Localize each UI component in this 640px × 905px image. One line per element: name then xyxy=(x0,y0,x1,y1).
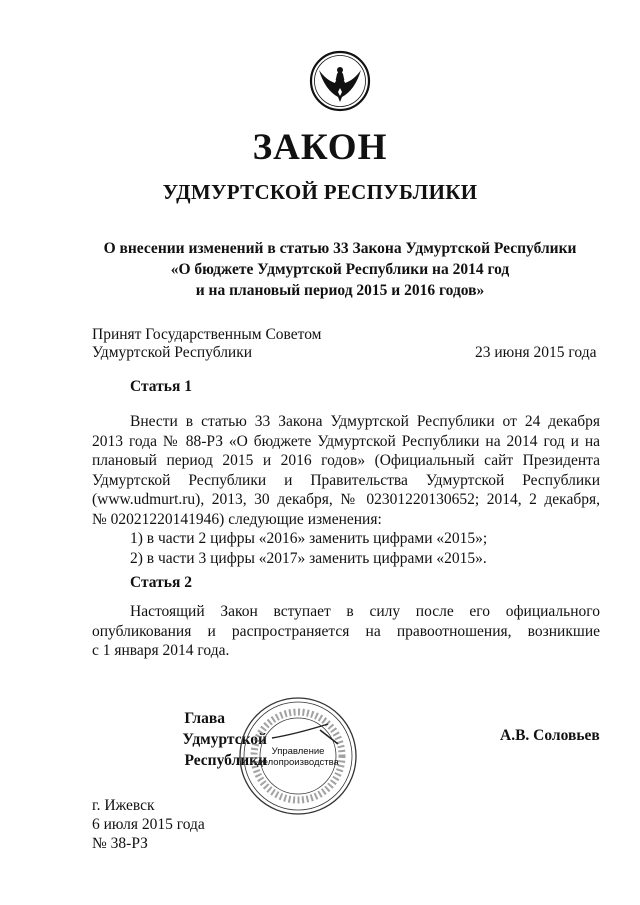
adopted-by xyxy=(92,326,322,361)
article-2-text xyxy=(92,602,600,661)
stamp-line: делопроизводства xyxy=(257,757,339,768)
text-line: Внести в статью 33 Закона Удмуртской Республики от 24 декабря xyxy=(130,413,600,430)
text-line: (www.udmurt.ru), 2013, 30 декабря, № 02301220130652; 2014, 2 декабря, xyxy=(92,491,600,508)
document-title: ЗАКОН xyxy=(252,127,388,168)
adopted-line: Принят Государственным Советом xyxy=(92,326,322,343)
list-item: 1) в части 2 цифры «2016» заменить цифрами «2015»; xyxy=(130,530,488,547)
official-stamp xyxy=(236,694,360,818)
law-heading xyxy=(0,238,640,301)
document-subtitle: УДМУРТСКОЙ РЕСПУБЛИКИ xyxy=(162,180,478,204)
article-2-title: Статья 2 xyxy=(130,574,192,591)
heading-line: и на плановый период 2015 и 2016 годов» xyxy=(195,282,485,299)
signing-date: 6 июля 2015 года xyxy=(92,816,205,833)
article-1-text xyxy=(92,412,600,568)
stamp-line: Управление xyxy=(271,746,325,757)
text-line: Настоящий Закон вступает в силу после его официального xyxy=(130,603,600,620)
text-line: плановый период 2015 и 2016 годов» (Официальный сайт Президента xyxy=(92,452,600,469)
heading-line: О внесении изменений в статью 33 Закона Удмуртской Республики xyxy=(103,240,577,257)
law-number: № 38-РЗ xyxy=(92,835,148,852)
udmurt-coat-of-arms-icon xyxy=(305,50,375,112)
position-line: Удмуртской Республики xyxy=(182,731,267,769)
position-line: Глава xyxy=(184,710,225,727)
place-and-number xyxy=(92,796,205,853)
city: г. Ижевск xyxy=(92,797,155,814)
heading-line: «О бюджете Удмуртской Республики на 2014 год xyxy=(170,261,510,278)
text-line: Удмуртской Республики и Правительства Удмуртской Республики xyxy=(92,471,600,489)
text-line: с 1 января 2014 года. xyxy=(92,642,230,659)
article-1-title: Статья 1 xyxy=(130,378,192,395)
text-line: № 02021220141946) следующие изменения: xyxy=(92,510,382,528)
text-line: опубликования и распространяется на правоотношения, возникшие xyxy=(92,622,600,640)
signatory-name: А.В. Соловьев xyxy=(500,727,600,744)
adoption-date: 23 июня 2015 года xyxy=(475,344,597,361)
list-item: 2) в части 3 цифры «2017» заменить цифрами «2015». xyxy=(130,549,487,567)
adopted-line: Удмуртской Республики xyxy=(92,343,253,361)
text-line: 2013 года № 88-РЗ «О бюджете Удмуртской Республики на 2014 год и на xyxy=(92,432,600,450)
